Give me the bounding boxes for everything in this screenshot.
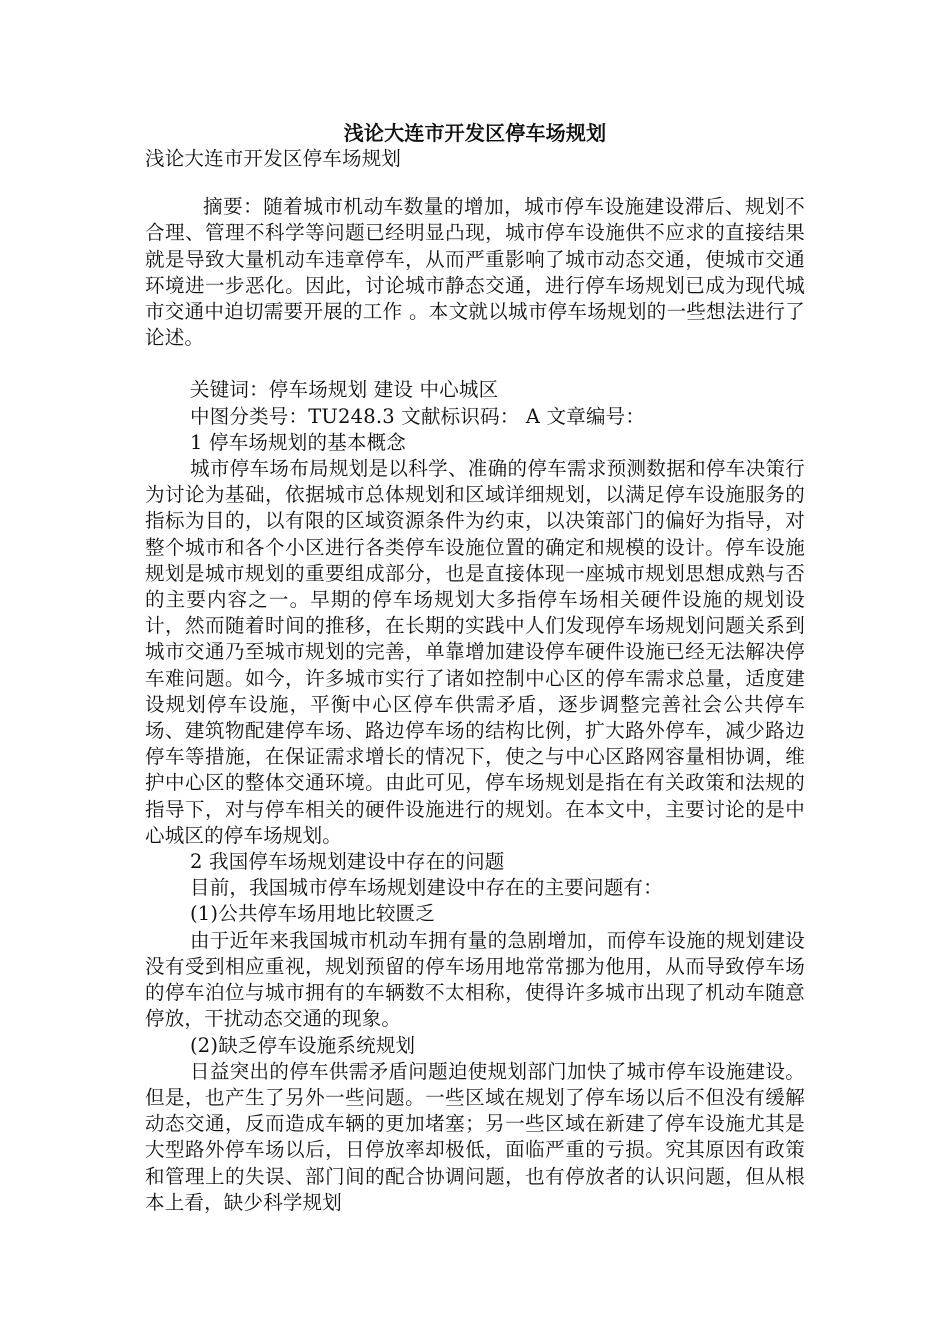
section-1-heading: 1 停车场规划的基本概念	[190, 430, 407, 454]
item-1-paragraph: 由于近年来我国城市机动车拥有量的急剧增加，而停车设施的规划建设没有受到相应重视，规划预留的停车场用地常常挪为他用，从而导致停车场的停车泊位与城市拥有的车辆数不太相称，使得许多城市出现了机动车随意停放，干扰动态交通的现象。	[145, 928, 805, 1031]
document-title: 浅论大连市开发区停车场规划	[343, 121, 607, 145]
section-2-intro: 目前，我国城市停车场规划建设中存在的主要问题有：	[190, 876, 663, 900]
spacer	[145, 351, 805, 377]
document-page	[145, 120, 805, 1216]
classification-line: 中图分类号：TU248.3 文献标识码： A 文章编号：	[190, 404, 646, 428]
abstract-paragraph: 摘要：随着城市机动车数量的增加，城市停车设施建设滞后、规划不合理、管理不科学等问题已经明显凸现，城市停车设施供不应求的直接结果就是导致大量机动车违章停车，从而严重影响了城市动态交通，使城市交通环境进一步恶化。因此，讨论城市静态交通，进行停车场规划已成为现代城市交通中迫切需要开展的工作 。本文就以城市停车场规划的一些想法进行了论述。	[145, 195, 805, 350]
item-1-heading: (1)公共停车场用地比较匮乏	[190, 902, 435, 926]
document-subtitle: 浅论大连市开发区停车场规划	[145, 147, 402, 170]
item-2-heading: (2)缺乏停车设施系统规划	[190, 1033, 416, 1057]
keywords-line: 关键词：停车场规划 建设 中心城区	[190, 378, 499, 402]
section-1-paragraph: 城市停车场布局规划是以科学、准确的停车需求预测数据和停车决策行为讨论为基础，依据城市总体规划和区域详细规划，以满足停车设施服务的指标为目的，以有限的区域资源条件为约束，以决策部门的偏好为指导，对整个城市和各个小区进行各类停车设施位置的确定和规模的设计。停车设施规划是城市规划的重要组成部分，也是直接体现一座城市规划思想成熟与否的主要内容之一。早期的停车场规划大多指停车场相关硬件设施的规划设计，然而随着时间的推移，在长期的实践中人们发现停车场规划问题关系到城市交通乃至城市规划的完善，单靠增加建设停车硬件设施已经无法解决停车难问题。如今，许多城市实行了诸如控制中心区的停车需求总量，适度建设规划停车设施，平衡中心区停车供需矛盾，逐步调整完善社会公共停车场、建筑物配建停车场、路边停车场的结构比例，扩大路外停车，减少路边停车等措施，在保证需求增长的情况下，使之与中心区路网容量相协调，维护中心区的整体交通环境。由此可见，停车场规划是指在有关政策和法规的指导下，对与停车相关的硬件设施进行的规划。在本文中，主要讨论的是中心城区的停车场规划。	[145, 457, 805, 847]
item-2-paragraph: 日益突出的停车供需矛盾问题迫使规划部门加快了城市停车设施建设。但是，也产生了另外一些问题。一些区域在规划了停车场以后不但没有缓解动态交通，反而造成车辆的更加堵塞；另一些区域在新建了停车设施尤其是大型路外停车场以后，日停放率却极低，面临严重的亏损。究其原因有政策和管理上的失误、部门间的配合协调问题，也有停放者的认识问题，但从根本上看，缺少科学规划	[145, 1059, 805, 1214]
section-2-heading: 2 我国停车场规划建设中存在的问题	[190, 850, 505, 874]
